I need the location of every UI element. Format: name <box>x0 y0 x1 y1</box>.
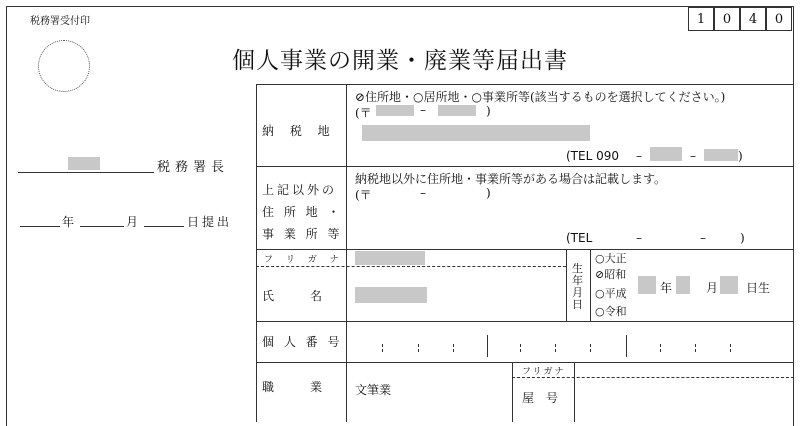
shop-name-left-divider <box>512 362 513 422</box>
my-number-digit-tick <box>555 344 556 352</box>
tax-office-name-redacted <box>68 157 100 170</box>
row-divider <box>256 362 794 363</box>
table-top-border <box>256 84 794 85</box>
birth-year-label: 年 <box>660 281 673 295</box>
tel-part3-redacted <box>704 149 738 161</box>
birth-column-left <box>566 249 567 321</box>
stamp-label: 税務署受付印 <box>30 16 90 27</box>
postal-dash: – <box>420 103 426 117</box>
my-number-group-divider <box>626 335 627 357</box>
reception-stamp-circle <box>38 40 90 92</box>
nozeichi-selection[interactable]: ⊘住所地・○居所地・○事業所等(該当するものを選択してください。) <box>355 90 726 104</box>
other-postal-prefix: (〒 <box>355 188 372 202</box>
form-number-digit: 0 <box>714 7 740 31</box>
date-year-label: 年 <box>62 215 75 229</box>
date-day-underline <box>144 226 184 227</box>
my-number-label: 個 人 番 号 <box>262 335 343 349</box>
my-number-digit-tick <box>453 344 454 352</box>
other-address-note: 納税地以外に住所地・事業所等がある場合は記載します。 <box>355 172 667 186</box>
era-option-reiwa[interactable]: ○令和 <box>595 305 627 318</box>
my-number-digit-tick <box>520 344 521 352</box>
birth-day-label: 日生 <box>746 281 771 295</box>
birth-column-right <box>590 249 591 321</box>
shop-name-label-divider <box>574 362 575 422</box>
birth-label-char: 月 <box>572 286 583 299</box>
other-address-label-2: 住 所 地 ・ <box>262 205 343 219</box>
birth-label-char: 生 <box>572 262 583 275</box>
postal-code-part1-redacted <box>376 105 414 116</box>
date-year-underline <box>20 226 60 227</box>
furigana-dash-divider <box>256 266 566 267</box>
occupation-label: 職 業 <box>262 380 323 394</box>
form-number-digit: 1 <box>688 7 714 31</box>
birth-month-label: 月 <box>706 281 719 295</box>
other-postal-close: ) <box>486 186 491 200</box>
date-month-underline <box>80 226 124 227</box>
tel-close: ) <box>738 149 743 163</box>
shop-name-label: 屋 号 <box>522 391 559 405</box>
tel-part2-redacted <box>650 147 682 161</box>
row-divider <box>256 166 794 167</box>
date-submit-label: 日提出 <box>187 215 233 229</box>
address-redacted <box>362 125 590 141</box>
my-number-digit-tick <box>730 344 731 352</box>
my-number-group-divider <box>487 335 488 357</box>
nozeichi-label: 納 税 地 <box>262 124 336 138</box>
era-option-showa[interactable]: ⊘昭和 <box>595 268 627 281</box>
name-redacted <box>355 287 427 303</box>
tax-office-underline <box>18 172 154 173</box>
tel-dash-2: – <box>690 149 696 163</box>
table-left-border <box>256 84 257 422</box>
other-tel-close: ) <box>740 231 745 245</box>
furigana-redacted <box>355 251 425 265</box>
my-number-digit-tick <box>418 344 419 352</box>
my-number-digit-tick <box>660 344 661 352</box>
birth-label-char: 年 <box>572 274 583 287</box>
tel-dash-1: – <box>636 149 642 163</box>
postal-prefix: (〒 <box>355 106 372 120</box>
form-number-digit: 4 <box>740 7 766 31</box>
other-address-label-3: 事 業 所 等 <box>262 227 343 241</box>
name-label: 氏 名 <box>262 289 323 303</box>
birth-month-redacted <box>720 276 738 294</box>
my-number-digit-tick <box>695 344 696 352</box>
shop-furigana-dash-divider <box>512 377 794 378</box>
other-address-label-1: 上記以外の <box>262 183 338 197</box>
birth-year-redacted-2 <box>676 276 690 294</box>
row-divider <box>256 321 794 322</box>
shop-furigana-label: フリガナ <box>522 367 566 377</box>
label-column-divider <box>346 84 347 422</box>
my-number-digit-tick <box>590 344 591 352</box>
tel-prefix: (TEL 090 <box>566 149 619 163</box>
form-number-digit: 0 <box>766 7 792 31</box>
date-month-label: 月 <box>126 215 139 229</box>
other-tel-dash-1: – <box>636 231 642 245</box>
form-title: 個人事業の開業・廃業等届出書 <box>232 48 568 74</box>
postal-close: ) <box>486 104 491 118</box>
birth-year-redacted <box>638 276 656 294</box>
era-option-heisei[interactable]: ○平成 <box>595 287 627 300</box>
tax-office-suffix: 税務署長 <box>157 160 230 175</box>
era-option-taisho[interactable]: ○大正 <box>595 252 627 265</box>
row-divider <box>256 249 794 250</box>
other-tel-dash-2: – <box>700 231 706 245</box>
my-number-digit-tick <box>382 344 383 352</box>
other-postal-dash: – <box>420 186 426 200</box>
furigana-label: フ リ ガ ナ <box>264 255 344 265</box>
other-tel-prefix: (TEL <box>566 231 593 245</box>
postal-code-part2-redacted <box>438 105 476 116</box>
occupation-value[interactable]: 文筆業 <box>355 383 392 397</box>
birth-label-char: 日 <box>572 298 583 311</box>
